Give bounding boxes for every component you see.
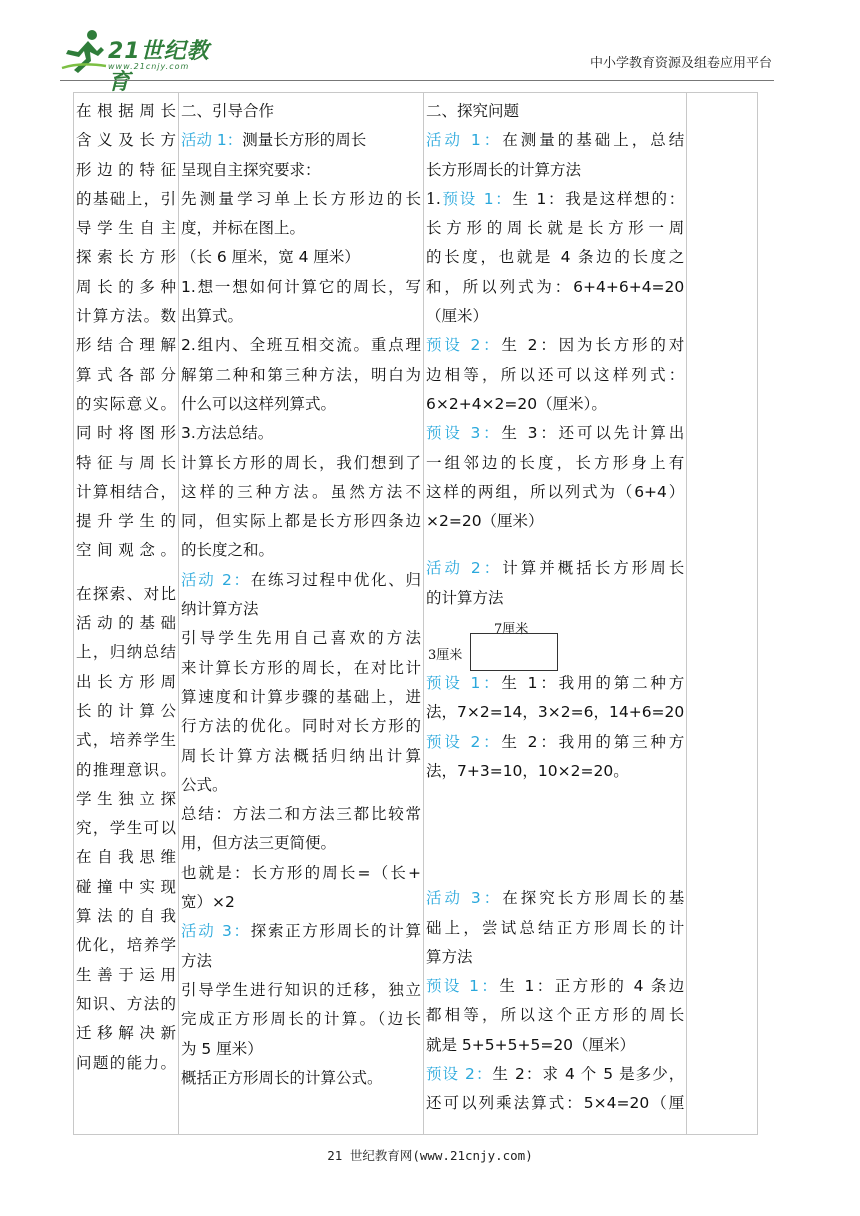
text-line: 还可以列乘法算式：5×4=20（厘 [426,1094,685,1113]
activity-1-heading: 活动 1：在测量的基础上，总结 [426,131,685,150]
design-intent-line: 计算方法。数 [76,307,176,326]
text-line: 算方法 [426,947,473,966]
text-line: 边相等，所以还可以这样列式： [426,365,685,384]
text-line: 长方形的周长就是长方形一周 [426,219,685,238]
text-line: （厘米） [426,307,489,326]
text-line: 总结：方法二和方法三都比较常 [181,805,421,824]
text-line: 这样的两组，所以列式为（6+4） [426,482,685,501]
design-intent-line: 式，培养学生 [76,731,176,750]
design-intent-line: 在探索、对比 [76,584,176,603]
text-line: 方法 [181,951,213,970]
design-intent-line: 含义及长方 [76,131,176,150]
text-line: （长 6 厘米，宽 4 厘米） [181,248,360,267]
text-line: ×2=20（厘米） [426,512,544,531]
logo [60,28,230,95]
text-line: 的长度之和。 [181,541,275,560]
text-line: 什么可以这样列算式。 [181,394,337,413]
design-intent-line: 知识、方法的 [76,994,176,1013]
text-line: 纳计算方法 [181,600,259,619]
preset-1-heading: 预设 1：生 1：正方形的 4 条边 [426,977,685,996]
text-line: 这样的三种方法。虽然方法不 [181,482,421,501]
text-line: 3.方法总结。 [181,424,274,443]
design-intent-line: 空间观念。 [76,541,176,560]
formula-line: 也就是：长方形的周长=（长+ [181,863,421,882]
design-intent-line: 迁移解决新 [76,1024,176,1043]
design-intent-line: 生善于运用 [76,965,176,984]
design-intent-line: 出长方形周 [76,672,176,691]
text-line: 法，7×2=14，3×2=6，14+6=20 [426,703,685,722]
text-line: 度，并标在图上。 [181,219,306,238]
design-intent-line: 形边的特征 [76,160,176,179]
text-line: 同，但实际上都是长方形四条边 [181,512,421,531]
design-intent-column [74,93,179,1135]
design-intent-line: 算法的自我 [76,907,176,926]
design-intent-line: 碰撞中实现 [76,877,176,896]
design-intent-line: 问题的能力。 [76,1053,176,1072]
text-line: 计算长方形的周长，我们想到了 [181,453,421,472]
preset-3-heading: 预设 3：生 3：还可以先计算出 [426,424,685,443]
text-line: 一组邻边的长度，长方形身上有 [426,453,685,472]
text-line: 引导学生先用自己喜欢的方法 [181,629,421,648]
text-line: 的计算方法 [426,588,504,607]
text-line: 和，所以列式为：6+4+6+4=20 [426,277,685,296]
design-intent-line: 优化，培养学 [76,936,176,955]
design-intent-line: 的实际意义。 [76,394,176,413]
activity-1-heading: 活动 1：测量长方形的周长 [181,131,367,150]
design-intent-line: 长的计算公 [76,701,176,720]
preset-2-heading: 预设 2：生 2：求 4 个 5 是多少， [426,1065,685,1084]
preset-2-heading: 预设 2：生 2：因为长方形的对 [426,336,685,355]
rectangle-figure [426,613,684,669]
rectangle-shape [470,633,558,671]
design-intent-line: 特征与周长 [76,453,176,472]
text-line: 算速度和计算步骤的基础上，进 [181,687,421,706]
text-line: 的长度，也就是 4 条边的长度之 [426,248,685,267]
text-line: 1.想一想如何计算它的周长，写 [181,277,421,296]
text-line: 完成正方形周长的计算。（边长 [181,1010,421,1029]
design-intent-line: 的推理意识。 [76,760,176,779]
preset-1-heading: 预设 1：生 1：我用的第二种方 [426,674,685,693]
text-line: 引导学生进行知识的迁移，独立 [181,980,421,999]
design-intent-part2 [74,580,178,1078]
text-line: 出算式。 [181,307,244,326]
text-line: 概括正方形周长的计算公式。 [181,1068,383,1087]
text-line: 长方形周长的计算方法 [426,160,582,179]
text-line: 为 5 厘米） [181,1039,263,1058]
lesson-table [73,92,758,1135]
design-intent-line: 在自我思维 [76,848,176,867]
figure-length-label: 7厘米 [494,622,529,638]
design-intent-line: 导学生自主 [76,219,176,238]
activity-3-heading: 活动 3：在探究长方形周长的基 [426,889,685,908]
runner-logo-icon [60,28,110,74]
logo-url: www.21cnjy.com [108,62,190,71]
notes-column [687,93,758,1135]
design-intent-line: 活动的基础 [76,614,176,633]
preset-1-heading: 1.预设 1：生 1：我是这样想的： [426,189,685,208]
activity-2-heading: 活动 2：在练习过程中优化、归 [181,570,421,589]
text-line: 公式。 [181,775,228,794]
text-line: 用，但方法三更简便。 [181,834,337,853]
text-line: 解第二种和第三种方法，明白为 [181,365,421,384]
logo-text: 21世纪教育 [108,39,210,95]
activity-3-heading: 活动 3：探索正方形周长的计算 [181,922,421,941]
formula-line: 宽）×2 [181,893,235,912]
text-line: 呈现自主探究要求： [181,160,321,179]
preset-2-heading: 预设 2：生 2：我用的第三种方 [426,732,685,751]
design-intent-line: 算式各部分 [76,365,176,384]
design-intent-part1 [74,93,178,566]
text-line: 法，7+3=10，10×2=20。 [426,761,629,780]
header-divider [60,80,774,81]
section-title: 二、探究问题 [426,102,520,120]
section-title: 二、引导合作 [181,102,275,120]
design-intent-line: 周长的多种 [76,277,176,296]
design-intent-line: 学生独立探 [76,789,176,808]
text-line: 先测量学习单上长方形边的长 [181,189,421,208]
design-intent-line: 形结合理解 [76,336,176,355]
student-activity-column [424,93,687,1135]
activity-2-heading: 活动 2：计算并概括长方形周长 [426,559,685,578]
design-intent-line: 究，学生可以 [76,819,176,838]
teacher-activity-column [179,93,424,1135]
design-intent-line: 在根据周长 [76,102,176,120]
design-intent-line: 计算相结合， [76,482,176,501]
text-line: 就是 5+5+5+5=20（厘米） [426,1035,636,1054]
design-intent-line: 提升学生的 [76,512,176,531]
text-line: 都相等，所以这个正方形的周长 [426,1006,685,1025]
text-line: 础上，尝试总结正方形周长的计 [426,918,685,937]
text-line: 来计算长方形的周长，在对比计 [181,658,421,677]
figure-width-label: 3厘米 [428,648,463,664]
text-line: 2.组内、全班互相交流。重点理 [181,336,421,355]
page-header [0,0,860,95]
design-intent-line: 探索长方形 [76,248,176,267]
design-intent-line: 的基础上，引 [76,189,176,208]
platform-name: 中小学教育资源及组卷应用平台 [589,56,772,71]
design-intent-line: 上，归纳总结 [76,643,176,662]
page-footer: 21 世纪教育网(www.21cnjy.com) [327,1148,533,1163]
text-line: 6×2+4×2=20（厘米）。 [426,394,607,413]
design-intent-line: 同时将图形 [76,424,176,443]
text-line: 周长计算方法概括归纳出计算 [181,746,421,765]
text-line: 行方法的优化。同时对长方形的 [181,717,421,736]
